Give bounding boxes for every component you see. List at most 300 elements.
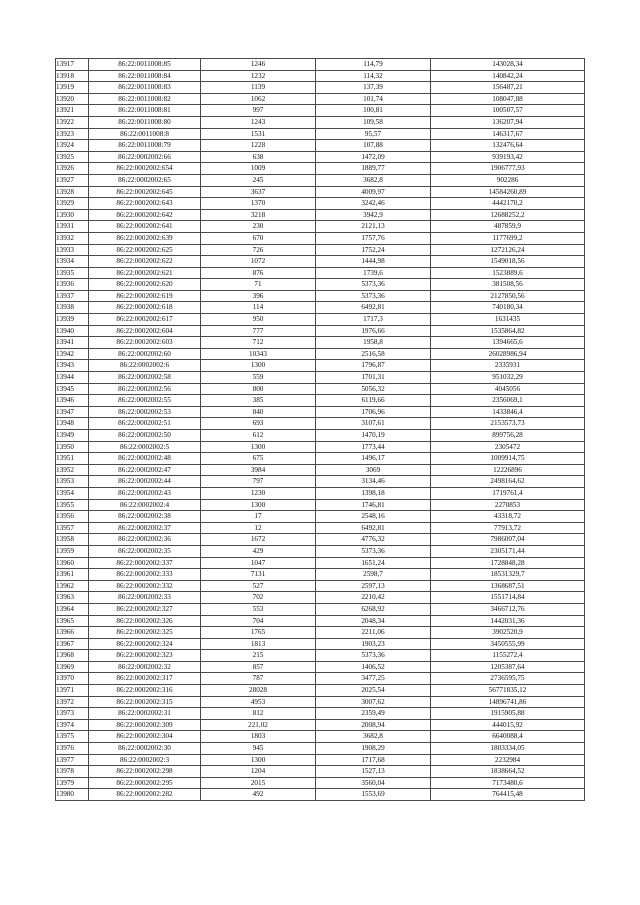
area-cell: 997: [201, 105, 316, 117]
table-row: [56, 360, 585, 372]
total-value-cell: 3902520,9: [431, 627, 585, 639]
total-value-cell: 56771835,12: [431, 685, 585, 697]
total-value-cell: 156487,21: [431, 82, 585, 94]
table-row: [56, 499, 585, 511]
unit-value-cell: 1470,19: [316, 430, 431, 442]
table-row: [56, 777, 585, 789]
table-row: [56, 128, 585, 140]
cadastral-number-cell: 86:22:0002002:44: [89, 476, 201, 488]
area-cell: 3218: [201, 209, 316, 221]
cadastral-number-cell: 86:22:0011008:8: [89, 128, 201, 140]
table-row: [56, 418, 585, 430]
total-value-cell: 4045056: [431, 383, 585, 395]
table-row: [56, 151, 585, 163]
row-number-cell: 13961: [56, 569, 89, 581]
row-number-cell: 13920: [56, 93, 89, 105]
total-value-cell: 140842,24: [431, 70, 585, 82]
unit-value-cell: 3134,46: [316, 476, 431, 488]
table-row: [56, 766, 585, 778]
area-cell: 1672: [201, 534, 316, 546]
unit-value-cell: 3007,62: [316, 696, 431, 708]
row-number-cell: 13918: [56, 70, 89, 82]
total-value-cell: 1719761,4: [431, 487, 585, 499]
area-cell: 3637: [201, 186, 316, 198]
cadastral-number-cell: 86:22:0002002:643: [89, 198, 201, 210]
total-value-cell: 1915905,88: [431, 708, 585, 720]
cadastral-number-cell: 86:22:0002002:56: [89, 383, 201, 395]
cadastral-number-cell: 86:22:0002002:641: [89, 221, 201, 233]
area-cell: 1765: [201, 627, 316, 639]
area-cell: 17: [201, 511, 316, 523]
table-row: [56, 754, 585, 766]
area-cell: 527: [201, 580, 316, 592]
table-row: [56, 661, 585, 673]
row-number-cell: 13928: [56, 186, 89, 198]
area-cell: 1531: [201, 128, 316, 140]
cadastral-number-cell: 86:22:0002002:645: [89, 186, 201, 198]
unit-value-cell: 5373,36: [316, 279, 431, 291]
area-cell: 675: [201, 453, 316, 465]
area-cell: 1370: [201, 198, 316, 210]
row-number-cell: 13945: [56, 383, 89, 395]
cadastral-number-cell: 86:22:0002002:618: [89, 302, 201, 314]
area-cell: 114: [201, 302, 316, 314]
row-number-cell: 13936: [56, 279, 89, 291]
area-cell: 1009: [201, 163, 316, 175]
unit-value-cell: 3477,25: [316, 673, 431, 685]
total-value-cell: 43318,72: [431, 511, 585, 523]
table-row: [56, 441, 585, 453]
row-number-cell: 13947: [56, 406, 89, 418]
cadastral-number-cell: 86:22:0002002:327: [89, 603, 201, 615]
unit-value-cell: 2008,94: [316, 719, 431, 731]
row-number-cell: 13931: [56, 221, 89, 233]
area-cell: 3984: [201, 464, 316, 476]
cadastral-number-cell: 86:22:0002002:35: [89, 545, 201, 557]
unit-value-cell: 1706,96: [316, 406, 431, 418]
row-number-cell: 13977: [56, 754, 89, 766]
row-number-cell: 13963: [56, 592, 89, 604]
area-cell: 1300: [201, 360, 316, 372]
area-cell: 1204: [201, 766, 316, 778]
total-value-cell: 100507,57: [431, 105, 585, 117]
row-number-cell: 13934: [56, 256, 89, 268]
unit-value-cell: 1739,6: [316, 267, 431, 279]
cadastral-number-cell: 86:22:0002002:53: [89, 406, 201, 418]
total-value-cell: 1523889,6: [431, 267, 585, 279]
cadastral-number-cell: 86:22:0002002:298: [89, 766, 201, 778]
total-value-cell: 14896741,86: [431, 696, 585, 708]
row-number-cell: 13951: [56, 453, 89, 465]
row-number-cell: 13924: [56, 140, 89, 152]
table-row: [56, 82, 585, 94]
unit-value-cell: 1746,81: [316, 499, 431, 511]
unit-value-cell: 1472,09: [316, 151, 431, 163]
cadastral-number-cell: 86:22:0002002:55: [89, 395, 201, 407]
cadastral-number-cell: 86:22:0002002:65: [89, 174, 201, 186]
table-row: [56, 627, 585, 639]
cadastral-number-cell: 86:22:0002002:642: [89, 209, 201, 221]
cadastral-number-cell: 86:22:0002002:32: [89, 661, 201, 673]
cadastral-number-cell: 86:22:0002002:316: [89, 685, 201, 697]
area-cell: 1243: [201, 116, 316, 128]
unit-value-cell: 1889,77: [316, 163, 431, 175]
table-row: [56, 337, 585, 349]
area-cell: 612: [201, 430, 316, 442]
area-cell: 215: [201, 650, 316, 662]
unit-value-cell: 1752,24: [316, 244, 431, 256]
cadastral-number-cell: 86:22:0002002:47: [89, 464, 201, 476]
area-cell: 1232: [201, 70, 316, 82]
table-row: [56, 569, 585, 581]
unit-value-cell: 3682,8: [316, 731, 431, 743]
total-value-cell: 1009914,75: [431, 453, 585, 465]
area-cell: 559: [201, 372, 316, 384]
cadastral-number-cell: 86:22:0011008:83: [89, 82, 201, 94]
cadastral-number-cell: 86:22:0002002:66: [89, 151, 201, 163]
row-number-cell: 13927: [56, 174, 89, 186]
row-number-cell: 13975: [56, 731, 89, 743]
table-row: [56, 348, 585, 360]
total-value-cell: 108047,88: [431, 93, 585, 105]
total-value-cell: 381508,56: [431, 279, 585, 291]
total-value-cell: 2305171,44: [431, 545, 585, 557]
cadastral-number-cell: 86:22:0002002:326: [89, 615, 201, 627]
table-row: [56, 545, 585, 557]
unit-value-cell: 5373,36: [316, 545, 431, 557]
row-number-cell: 13926: [56, 163, 89, 175]
unit-value-cell: 1496,17: [316, 453, 431, 465]
unit-value-cell: 107,88: [316, 140, 431, 152]
table-body: [56, 59, 585, 801]
unit-value-cell: 109,58: [316, 116, 431, 128]
row-number-cell: 13976: [56, 743, 89, 755]
total-value-cell: 132476,64: [431, 140, 585, 152]
row-number-cell: 13974: [56, 719, 89, 731]
total-value-cell: 7173480,6: [431, 777, 585, 789]
table-row: [56, 186, 585, 198]
area-cell: 1230: [201, 487, 316, 499]
cadastral-number-cell: 86:22:0002002:50: [89, 430, 201, 442]
area-cell: 1813: [201, 638, 316, 650]
row-number-cell: 13979: [56, 777, 89, 789]
table-row: [56, 325, 585, 337]
table-row: [56, 696, 585, 708]
total-value-cell: 1631435: [431, 314, 585, 326]
area-cell: 221,02: [201, 719, 316, 731]
total-value-cell: 2335931: [431, 360, 585, 372]
table-row: [56, 279, 585, 291]
unit-value-cell: 2598,7: [316, 569, 431, 581]
cadastral-number-cell: 86:22:0011008:80: [89, 116, 201, 128]
cadastral-number-cell: 86:22:0002002:37: [89, 522, 201, 534]
area-cell: 670: [201, 232, 316, 244]
area-cell: 726: [201, 244, 316, 256]
row-number-cell: 13950: [56, 441, 89, 453]
unit-value-cell: 6119,66: [316, 395, 431, 407]
unit-value-cell: 2121,13: [316, 221, 431, 233]
table-row: [56, 708, 585, 720]
total-value-cell: 1368687,51: [431, 580, 585, 592]
cadastral-number-cell: 86:22:0002002:639: [89, 232, 201, 244]
unit-value-cell: 1406,52: [316, 661, 431, 673]
area-cell: 1139: [201, 82, 316, 94]
table-row: [56, 140, 585, 152]
row-number-cell: 13964: [56, 603, 89, 615]
total-value-cell: 1551714,84: [431, 592, 585, 604]
row-number-cell: 13966: [56, 627, 89, 639]
unit-value-cell: 3107,61: [316, 418, 431, 430]
total-value-cell: 18531329,7: [431, 569, 585, 581]
cadastral-number-cell: 86:22:0002002:337: [89, 557, 201, 569]
area-cell: 840: [201, 406, 316, 418]
table-row: [56, 244, 585, 256]
table-row: [56, 314, 585, 326]
cadastral-number-cell: 86:22:0002002:36: [89, 534, 201, 546]
unit-value-cell: 2548,16: [316, 511, 431, 523]
unit-value-cell: 1958,8: [316, 337, 431, 349]
cadastral-number-cell: 86:22:0002002:38: [89, 511, 201, 523]
cadastral-number-cell: 86:22:0002002:324: [89, 638, 201, 650]
area-cell: 1072: [201, 256, 316, 268]
area-cell: 245: [201, 174, 316, 186]
area-cell: 812: [201, 708, 316, 720]
total-value-cell: 740180,34: [431, 302, 585, 314]
unit-value-cell: 1717,3: [316, 314, 431, 326]
table-row: [56, 453, 585, 465]
cadastral-number-cell: 86:22:0002002:315: [89, 696, 201, 708]
cadastral-number-cell: 86:22:0011008:79: [89, 140, 201, 152]
total-value-cell: 1155272,4: [431, 650, 585, 662]
unit-value-cell: 5373,36: [316, 650, 431, 662]
area-cell: 945: [201, 743, 316, 755]
table-row: [56, 174, 585, 186]
total-value-cell: 1272126,24: [431, 244, 585, 256]
cadastral-number-cell: 86:22:0002002:603: [89, 337, 201, 349]
row-number-cell: 13948: [56, 418, 89, 430]
area-cell: 2015: [201, 777, 316, 789]
total-value-cell: 902286: [431, 174, 585, 186]
cadastral-number-cell: 86:22:0002002:58: [89, 372, 201, 384]
table-row: [56, 580, 585, 592]
row-number-cell: 13958: [56, 534, 89, 546]
table-row: [56, 209, 585, 221]
cadastral-number-cell: 86:22:0002002:31: [89, 708, 201, 720]
row-number-cell: 13923: [56, 128, 89, 140]
row-number-cell: 13932: [56, 232, 89, 244]
area-cell: 1300: [201, 499, 316, 511]
unit-value-cell: 95,57: [316, 128, 431, 140]
area-cell: 1300: [201, 441, 316, 453]
unit-value-cell: 3069: [316, 464, 431, 476]
row-number-cell: 13933: [56, 244, 89, 256]
table-row: [56, 615, 585, 627]
area-cell: 800: [201, 383, 316, 395]
row-number-cell: 13953: [56, 476, 89, 488]
area-cell: 1047: [201, 557, 316, 569]
area-cell: 429: [201, 545, 316, 557]
cadastral-number-cell: 86:22:0002002:51: [89, 418, 201, 430]
cadastral-number-cell: 86:22:0002002:621: [89, 267, 201, 279]
total-value-cell: 1728848,28: [431, 557, 585, 569]
cadastral-number-cell: 86:22:0002002:5: [89, 441, 201, 453]
area-cell: 950: [201, 314, 316, 326]
row-number-cell: 13949: [56, 430, 89, 442]
unit-value-cell: 101,74: [316, 93, 431, 105]
total-value-cell: 939193,42: [431, 151, 585, 163]
row-number-cell: 13980: [56, 789, 89, 801]
table-row: [56, 430, 585, 442]
cadastral-number-cell: 86:22:0002002:3: [89, 754, 201, 766]
unit-value-cell: 1527,13: [316, 766, 431, 778]
total-value-cell: 1549018,56: [431, 256, 585, 268]
area-cell: 638: [201, 151, 316, 163]
cadastral-number-cell: 86:22:0002002:619: [89, 290, 201, 302]
table-row: [56, 487, 585, 499]
total-value-cell: 951032,29: [431, 372, 585, 384]
unit-value-cell: 1976,66: [316, 325, 431, 337]
row-number-cell: 13942: [56, 348, 89, 360]
total-value-cell: 2736595,75: [431, 673, 585, 685]
unit-value-cell: 6492,81: [316, 522, 431, 534]
area-cell: 777: [201, 325, 316, 337]
area-cell: 704: [201, 615, 316, 627]
area-cell: 787: [201, 673, 316, 685]
table-row: [56, 638, 585, 650]
total-value-cell: 143028,34: [431, 59, 585, 71]
unit-value-cell: 5056,32: [316, 383, 431, 395]
total-value-cell: 12226896: [431, 464, 585, 476]
total-value-cell: 12688252,2: [431, 209, 585, 221]
row-number-cell: 13940: [56, 325, 89, 337]
row-number-cell: 13937: [56, 290, 89, 302]
unit-value-cell: 100,81: [316, 105, 431, 117]
table-row: [56, 302, 585, 314]
total-value-cell: 1442031,36: [431, 615, 585, 627]
total-value-cell: 2232984: [431, 754, 585, 766]
unit-value-cell: 114,79: [316, 59, 431, 71]
unit-value-cell: 6492,81: [316, 302, 431, 314]
unit-value-cell: 2048,34: [316, 615, 431, 627]
table-row: [56, 163, 585, 175]
total-value-cell: 14584260,89: [431, 186, 585, 198]
area-cell: 693: [201, 418, 316, 430]
area-cell: 876: [201, 267, 316, 279]
cadastral-number-cell: 86:22:0002002:30: [89, 743, 201, 755]
unit-value-cell: 4009,97: [316, 186, 431, 198]
area-cell: 857: [201, 661, 316, 673]
total-value-cell: 2498164,62: [431, 476, 585, 488]
unit-value-cell: 137,39: [316, 82, 431, 94]
cadastral-number-cell: 86:22:0002002:625: [89, 244, 201, 256]
table-row: [56, 743, 585, 755]
table-row: [56, 116, 585, 128]
area-cell: 230: [201, 221, 316, 233]
cadastral-number-cell: 86:22:0002002:48: [89, 453, 201, 465]
total-value-cell: 26028986,94: [431, 348, 585, 360]
total-value-cell: 899756,28: [431, 430, 585, 442]
row-number-cell: 13968: [56, 650, 89, 662]
row-number-cell: 13941: [56, 337, 89, 349]
row-number-cell: 13973: [56, 708, 89, 720]
unit-value-cell: 2025,54: [316, 685, 431, 697]
unit-value-cell: 2210,42: [316, 592, 431, 604]
row-number-cell: 13935: [56, 267, 89, 279]
total-value-cell: 136207,94: [431, 116, 585, 128]
unit-value-cell: 3682,8: [316, 174, 431, 186]
total-value-cell: 7986007,04: [431, 534, 585, 546]
cadastral-number-cell: 86:22:0002002:6: [89, 360, 201, 372]
cadastral-number-cell: 86:22:0002002:317: [89, 673, 201, 685]
cadastral-number-cell: 86:22:0002002:604: [89, 325, 201, 337]
cadastral-number-cell: 86:22:0002002:43: [89, 487, 201, 499]
cadastral-number-cell: 86:22:0002002:333: [89, 569, 201, 581]
total-value-cell: 487859,9: [431, 221, 585, 233]
total-value-cell: 1838664,52: [431, 766, 585, 778]
area-cell: 702: [201, 592, 316, 604]
unit-value-cell: 1908,29: [316, 743, 431, 755]
table-row: [56, 534, 585, 546]
row-number-cell: 13938: [56, 302, 89, 314]
unit-value-cell: 1398,18: [316, 487, 431, 499]
table-row: [56, 511, 585, 523]
unit-value-cell: 1553,69: [316, 789, 431, 801]
row-number-cell: 13969: [56, 661, 89, 673]
row-number-cell: 13929: [56, 198, 89, 210]
cadastral-number-cell: 86:22:0011008:85: [89, 59, 201, 71]
unit-value-cell: 1773,44: [316, 441, 431, 453]
table-row: [56, 731, 585, 743]
table-row: [56, 395, 585, 407]
table-row: [56, 650, 585, 662]
total-value-cell: 2305472: [431, 441, 585, 453]
cadastral-number-cell: 86:22:0002002:60: [89, 348, 201, 360]
total-value-cell: 3466712,76: [431, 603, 585, 615]
unit-value-cell: 3560,04: [316, 777, 431, 789]
table-row: [56, 372, 585, 384]
row-number-cell: 13970: [56, 673, 89, 685]
total-value-cell: 4442170,2: [431, 198, 585, 210]
unit-value-cell: 1651,24: [316, 557, 431, 569]
cadastral-number-cell: 86:22:0011008:82: [89, 93, 201, 105]
row-number-cell: 13956: [56, 511, 89, 523]
table-row: [56, 592, 585, 604]
unit-value-cell: 5373,36: [316, 290, 431, 302]
total-value-cell: 1906777,93: [431, 163, 585, 175]
total-value-cell: 2127850,56: [431, 290, 585, 302]
table-row: [56, 267, 585, 279]
area-cell: 1803: [201, 731, 316, 743]
cadastral-number-cell: 86:22:0002002:4: [89, 499, 201, 511]
cadastral-value-table: [55, 58, 585, 801]
cadastral-number-cell: 86:22:0002002:654: [89, 163, 201, 175]
row-number-cell: 13943: [56, 360, 89, 372]
table-row: [56, 673, 585, 685]
cadastral-number-cell: 86:22:0011008:81: [89, 105, 201, 117]
row-number-cell: 13967: [56, 638, 89, 650]
row-number-cell: 13925: [56, 151, 89, 163]
total-value-cell: 1433846,4: [431, 406, 585, 418]
row-number-cell: 13944: [56, 372, 89, 384]
row-number-cell: 13955: [56, 499, 89, 511]
table-row: [56, 290, 585, 302]
total-value-cell: 2356069,1: [431, 395, 585, 407]
area-cell: 553: [201, 603, 316, 615]
area-cell: 1228: [201, 140, 316, 152]
cadastral-number-cell: 86:22:0002002:617: [89, 314, 201, 326]
cadastral-number-cell: 86:22:0002002:332: [89, 580, 201, 592]
table-row: [56, 557, 585, 569]
